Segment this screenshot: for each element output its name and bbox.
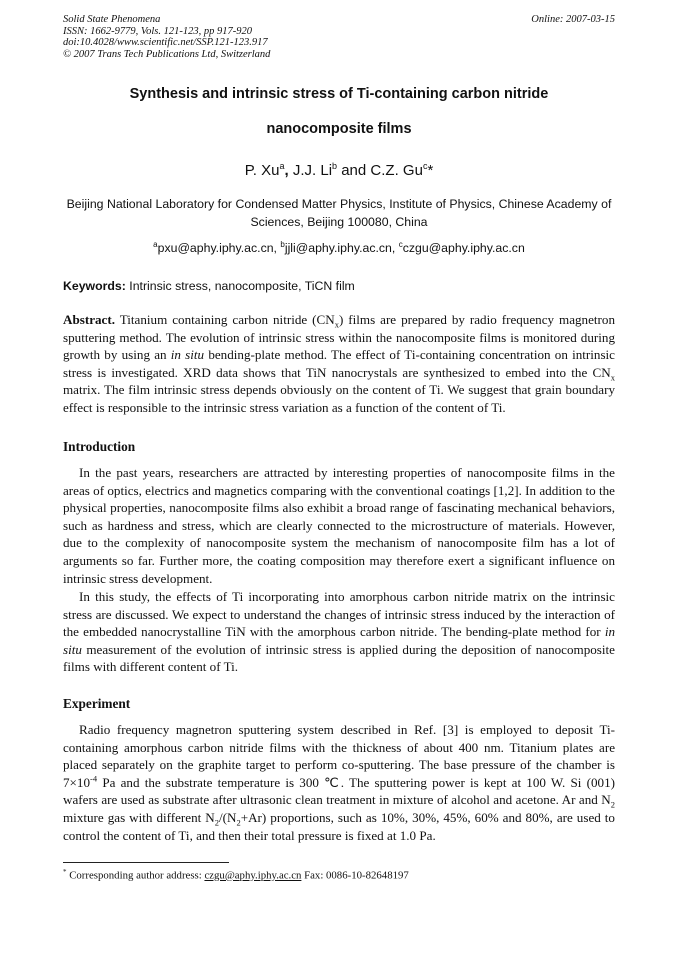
- footnote-email-link[interactable]: czgu@aphy.iphy.ac.cn: [204, 869, 302, 882]
- experiment-text: Radio frequency magnetron sputtering system described in Ref. [3] is employed to deposit Ti-containing amorphous carbon nitride films with the thickness of about 400 nm. Titanium plates are placed separately on the graphite target to perform co-sputtering. The base pressure of the chamber is 7×10: [63, 722, 615, 790]
- doi-line: doi:10.4028/www.scientific.net/SSP.121-123.917: [63, 37, 268, 48]
- footnote-rule: [63, 862, 229, 863]
- author-xu: P. Xu: [244, 162, 280, 179]
- experiment-sub: 2: [214, 817, 219, 828]
- experiment-text: +Ar) proportions, such as 10%, 30%, 45%, 60% and 80%, are used to control the content of Ti, and then their total pressure is fixed at 1.0 Pa.: [63, 809, 615, 843]
- experiment-sup: -4: [90, 773, 98, 784]
- paper-title-line-2: nanocomposite films: [266, 121, 412, 137]
- abstract-text: bending-plate method. The effect of Ti-containing concentration on intrinsic stress is investigated. XRD data shows that TiN nanocrystals are synthesized to embed into the CN: [63, 347, 615, 380]
- author-li: J.J. Li: [292, 162, 333, 179]
- experiment-text: Pa and the substrate temperature is 300 ℃. The sputtering power is kept at 100 W. Si (001) wafers are used as substrate after ultrasonic clean treatment in mixture of alcohol and acetone. Ar and N: [63, 774, 615, 808]
- email-xu: pxu@aphy.iphy.ac.cn,: [157, 241, 281, 256]
- footnote-label: Corresponding author address:: [66, 869, 205, 882]
- paper-title-line-1: Synthesis and intrinsic stress of Ti-containing carbon nitride: [129, 86, 549, 102]
- abstract-sub: x: [610, 372, 615, 383]
- journal-meta: [63, 14, 270, 60]
- issn-line: ISSN: 1662-9779, Vols. 121-123, pp 917-920: [63, 25, 252, 37]
- intro-text: In this study, the effects of Ti incorporating into amorphous carbon nitride matrix on the intrinsic stress are discussed. We expect to understand the changes of intrinsic stress induced by the interaction of the embedded nanocrystalline TiN with the amorphous carbon nitride. The bending-plate method for: [63, 589, 615, 640]
- online-date: Online: 2007-03-15: [531, 14, 615, 25]
- author-sup-c: c: [422, 161, 428, 171]
- journal-name: Solid State Phenomena: [63, 14, 161, 25]
- abstract-text: matrix. The film intrinsic stress depends obviously on the content of Ti. We suggest that grain boundary effect is responsible to the intrinsic stress variation as a function of the content of Ti.: [63, 382, 615, 415]
- footnote-fax: Fax: 0086-10-82648197: [301, 869, 409, 882]
- keywords-label: Keywords:: [63, 279, 126, 293]
- intro-text: measurement of the evolution of intrinsic stress is applied during the deposition of nanocomposite films with different content of Ti.: [63, 641, 615, 675]
- footnote-star: *: [63, 868, 67, 876]
- copyright-line: © 2007 Trans Tech Publications Ltd, Switzerland: [63, 48, 271, 60]
- author-and: and: [337, 162, 371, 179]
- author-list: [63, 161, 615, 179]
- abstract-sub: x: [334, 319, 339, 330]
- keywords-text: Intrinsic stress, nanocomposite, TiCN film: [125, 279, 355, 293]
- abstract-label: Abstract.: [63, 312, 115, 327]
- affiliation: [63, 196, 615, 231]
- email-sup-a: a: [153, 240, 158, 249]
- experiment-heading: Experiment: [63, 696, 131, 711]
- affiliation-line-2: Sciences, Beijing 100080, China: [250, 214, 428, 229]
- experiment-text: mixture gas with different N: [63, 809, 215, 825]
- introduction-paragraph-1: In the past years, researchers are attracted by interesting properties of nanocomposite films in the areas of optics, electrics and magnetics comparing with the conventional coatings [1,2]. In addition to the physical properties, nanocomposite films also exhibit a broad range of fascinating mechanical behaviors, such as hardness and stress, which are clearly connected to the microstructure of materials. However, due to the complexity of nanocomposite system the mechanism of nanocomposite film has a lot of arguments so far. Further more, the coating composition may therefore exert a significant influence on intrinsic stress development.: [63, 465, 615, 586]
- experiment-sub: 2: [236, 817, 241, 828]
- abstract-text: Titanium containing carbon nitride (CN: [115, 312, 335, 327]
- email-li: jjli@aphy.iphy.ac.cn,: [284, 241, 399, 256]
- email-sup-c: c: [398, 240, 403, 249]
- experiment-sub: 2: [610, 799, 615, 810]
- affiliation-line-1: Beijing National Laboratory for Condensed Matter Physics, Institute of Physics, Chinese Academy of: [66, 197, 612, 211]
- email-sup-b: b: [280, 240, 285, 249]
- experiment-paragraph: [63, 721, 615, 844]
- intro-italic: in situ: [63, 624, 615, 657]
- author-emails: [63, 240, 615, 255]
- keywords: [63, 279, 355, 293]
- author-sup-a: a: [279, 161, 285, 171]
- corresponding-star: *: [427, 162, 434, 179]
- author-gu: C.Z. Gu: [370, 162, 423, 179]
- introduction-paragraph-2: [63, 588, 615, 676]
- author-separator: ,: [284, 162, 293, 179]
- abstract: [63, 311, 615, 417]
- abstract-italic: in situ: [170, 347, 205, 363]
- author-sup-b: b: [332, 161, 338, 171]
- email-gu: czgu@aphy.iphy.ac.cn: [402, 241, 525, 256]
- experiment-text: /(N: [219, 809, 237, 825]
- introduction-heading: Introduction: [63, 439, 136, 454]
- footnote: [63, 868, 409, 882]
- abstract-text: ) films are prepared by radio frequency magnetron sputtering method. The evolution of intrinsic stress within the nanocomposite films is monitored during growth by using an: [63, 312, 616, 363]
